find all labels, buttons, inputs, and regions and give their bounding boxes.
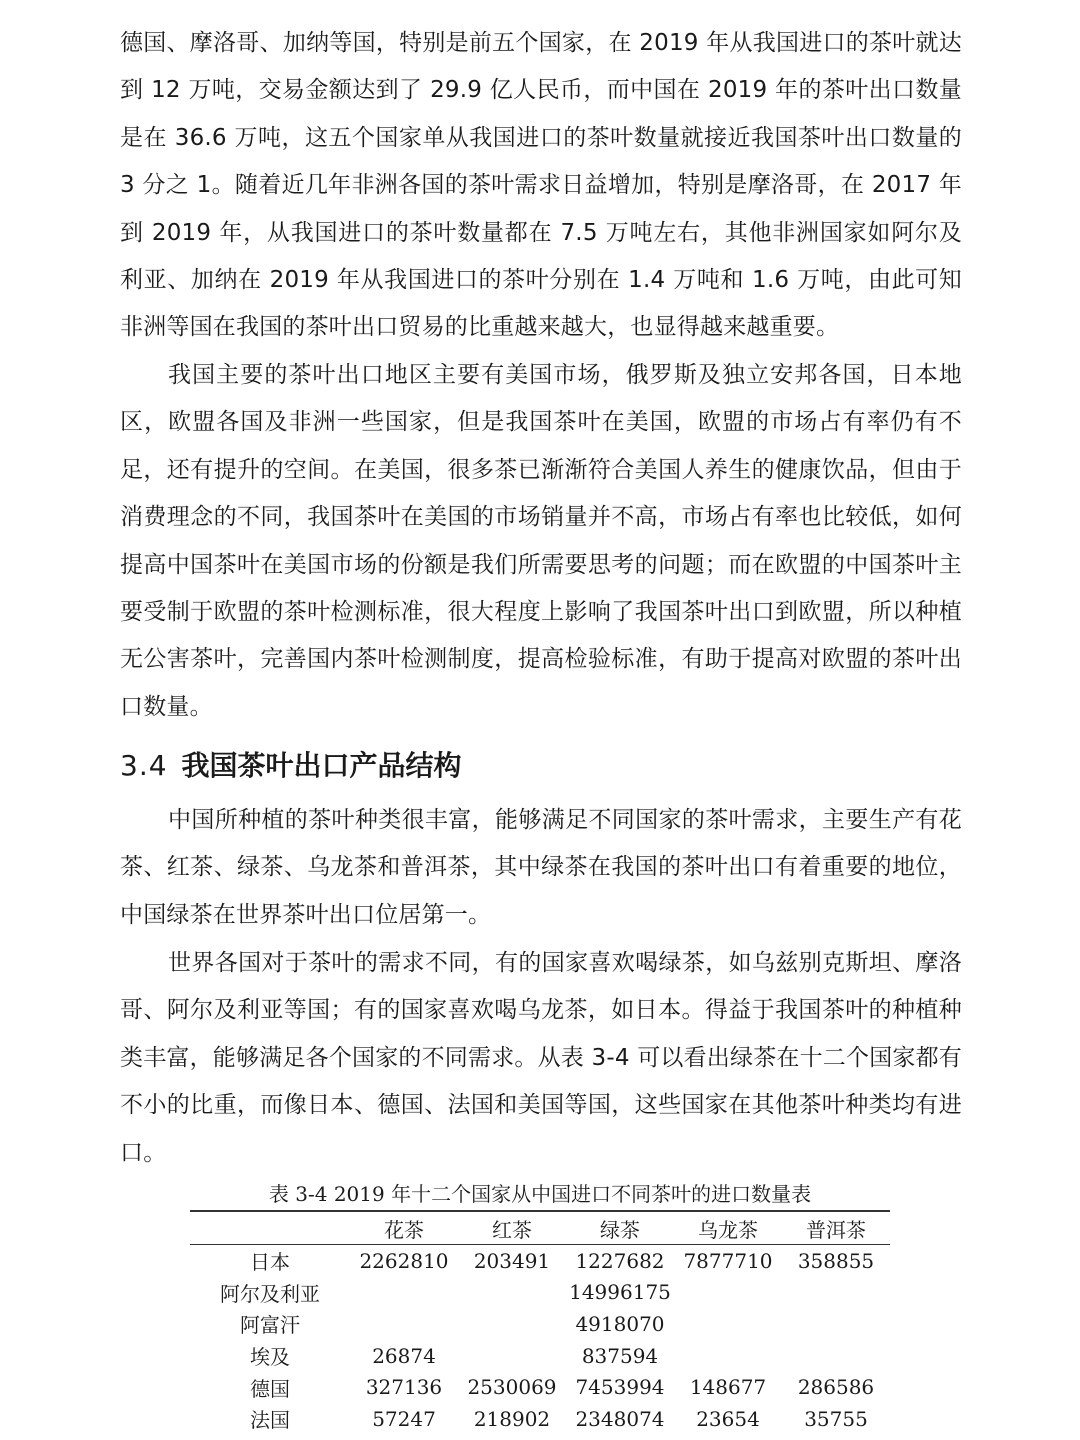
header-cell-blank <box>190 1211 350 1245</box>
value-cell: 2348074 <box>575 1406 665 1431</box>
table-header-row <box>190 1211 890 1245</box>
table-row <box>190 1340 890 1372</box>
value-cell: 218902 <box>473 1406 551 1431</box>
value-cell <box>458 1340 566 1372</box>
tea-import-table <box>190 1210 890 1435</box>
value-cell <box>782 1277 890 1309</box>
section-number: 3.4 <box>120 749 168 782</box>
value-cell <box>350 1308 458 1340</box>
country-cell: 日本 <box>250 1250 290 1275</box>
country-cell: 阿富汗 <box>240 1313 300 1338</box>
paragraph-tea-varieties: 中国所种植的茶叶种类很丰富，能够满足不同国家的茶叶需求，主要生产有花茶、红茶、绿茶、乌龙茶和普洱茶，其中绿茶在我国的茶叶出口有着重要的地位，中国绿茶在世界茶叶出口位居第一。 <box>120 807 962 928</box>
value-cell: 203491 <box>473 1248 551 1273</box>
header-cell-black-tea: 红茶 <box>458 1211 566 1245</box>
header-cell-puer-tea: 普洱茶 <box>782 1211 890 1245</box>
table-row <box>190 1245 890 1277</box>
value-cell: 23654 <box>696 1406 760 1431</box>
value-cell: 26874 <box>372 1343 436 1368</box>
value-cell <box>782 1340 890 1372</box>
value-cell <box>350 1277 458 1309</box>
paragraph-africa-imports: 德国、摩洛哥、加纳等国，特别是前五个国家，在 2019 年从我国进口的茶叶就达到 12 万吨，交易金额达到了 29.9 亿人民币，而中国在 2019 年的茶叶出口数量是在 36.6 万吨，这五个国家单从我国进口的茶叶数量就接近我国茶叶出口数量的 3 分之 1。随着近几年非洲各国的茶叶需求日益增加，特别是摩洛哥，在 2017 年到 2019 年，从我国进口的茶叶数量都在 7.5 万吨左右，其他非洲国家如阿尔及利亚、加纳在 2019 年从我国进口的茶叶分别在 1.4 万吨和 1.6 万吨，由此可知非洲等国在我国的茶叶出口贸易的比重越来越大，也显得越来越重要。 <box>120 30 962 341</box>
value-cell: 57247 <box>372 1406 436 1431</box>
value-cell: 358855 <box>797 1248 875 1273</box>
country-cell: 法国 <box>250 1408 290 1433</box>
table-row <box>190 1308 890 1340</box>
value-cell <box>458 1277 566 1309</box>
section-title: 我国茶叶出口产品结构 <box>181 749 462 782</box>
table-row <box>190 1371 890 1403</box>
value-cell <box>458 1308 566 1340</box>
value-cell: 14996175 <box>569 1280 671 1305</box>
header-cell-green-tea: 绿茶 <box>566 1211 674 1245</box>
paragraph-country-demand: 世界各国对于茶叶的需求不同，有的国家喜欢喝绿茶，如乌兹别克斯坦、摩洛哥、阿尔及利亚等国；有的国家喜欢喝乌龙茶，如日本。得益于我国茶叶的种植种类丰富，能够满足各个国家的不同需求。从表 3-4 可以看出绿茶在十二个国家都有不小的比重，而像日本、德国、法国和美国等国，这些国家在其他茶叶种类均有进口。 <box>120 950 962 1166</box>
value-cell <box>674 1340 782 1372</box>
value-cell: 4918070 <box>575 1311 665 1336</box>
value-cell: 35755 <box>804 1406 868 1431</box>
table-row <box>190 1403 890 1435</box>
section-heading <box>120 741 462 791</box>
value-cell: 837594 <box>581 1343 659 1368</box>
value-cell: 327136 <box>365 1375 443 1400</box>
value-cell: 2262810 <box>359 1248 449 1273</box>
header-cell-oolong-tea: 乌龙茶 <box>674 1211 782 1245</box>
value-cell: 2530069 <box>467 1375 557 1400</box>
value-cell: 7877710 <box>683 1248 773 1273</box>
country-cell: 德国 <box>250 1376 290 1401</box>
header-cell-scented-tea: 花茶 <box>350 1211 458 1245</box>
value-cell: 1227682 <box>575 1248 665 1273</box>
value-cell: 7453994 <box>575 1375 665 1400</box>
table-row <box>190 1277 890 1309</box>
table-caption: 表 3-4 2019 年十二个国家从中国进口不同茶叶的进口数量表 <box>268 1182 812 1206</box>
value-cell: 148677 <box>689 1375 767 1400</box>
value-cell <box>674 1277 782 1309</box>
value-cell <box>674 1308 782 1340</box>
country-cell: 阿尔及利亚 <box>220 1281 320 1306</box>
paragraph-main-markets: 我国主要的茶叶出口地区主要有美国市场，俄罗斯及独立安邦各国，日本地区，欧盟各国及非洲一些国家，但是我国茶叶在美国，欧盟的市场占有率仍有不足，还有提升的空间。在美国，很多茶已渐渐符合美国人养生的健康饮品，但由于消费理念的不同，我国茶叶在美国的市场销量并不高，市场占有率也比较低，如何提高中国茶叶在美国市场的份额是我们所需要思考的问题；而在欧盟的中国茶叶主要受制于欧盟的茶叶检测标准，很大程度上影响了我国茶叶出口到欧盟，所以种植无公害茶叶，完善国内茶叶检测制度，提高检验标准，有助于提高对欧盟的茶叶出口数量。 <box>120 362 962 720</box>
value-cell <box>782 1308 890 1340</box>
value-cell: 286586 <box>797 1375 875 1400</box>
country-cell: 埃及 <box>250 1345 290 1370</box>
